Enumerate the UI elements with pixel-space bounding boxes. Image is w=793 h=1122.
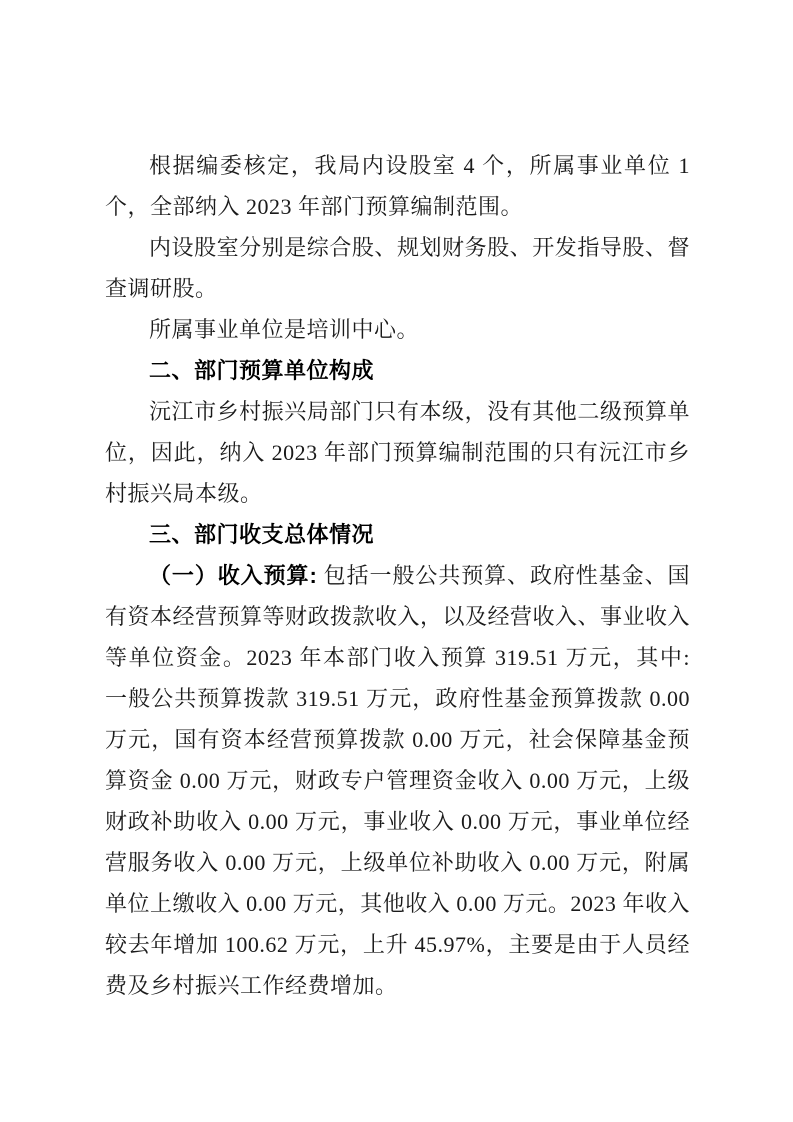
paragraph-income-budget-text: 包括一般公共预算、政府性基金、国有资本经营预算等财政拨款收入，以及经营收入、事业收入等单位资金。2023 年本部门收入预算 319.51 万元，其中: 一般公共预算拨款 319.51 万元，政府性基金预算拨款 0.00 万元，国有资本经营预算拨款 0.00 万元，社会保障基金预算资金 0.00 万元，财政专户管理资金收入 0.00 万元，上级财政补助收入 0.00 万元，事业收入 0.00 万元，事业单位经营服务收入 0.00 万元，上级单位补助收入 0.00 万元，附属单位上缴收入 0.00 万元，其他收入 0.00 万元。2023 年收入较去年增加 100.62 万元，上升 45.97%，主要是由于人员经费及乡村振兴工作经费增加。 <box>105 563 691 998</box>
paragraph-budget-unit-scope: 沅江市乡村振兴局部门只有本级，没有其他二级预算单位，因此，纳入 2023 年部门预算编制范围的只有沅江市乡村振兴局本级。 <box>105 399 690 506</box>
paragraph-income-budget-lead: （一）收入预算: <box>149 563 318 588</box>
paragraph-org-setup: 根据编委核定，我局内设股室 4 个，所属事业单位 1 个，全部纳入 2023 年部门预算编制范围。 <box>105 153 690 219</box>
paragraph-affiliated-unit: 所属事业单位是培训中心。 <box>149 317 420 342</box>
paragraph-internal-divisions: 内设股室分别是综合股、规划财务股、开发指导股、督查调研股。 <box>105 235 690 301</box>
document-body <box>105 145 690 1006</box>
section-heading-budget-unit-composition: 二、部门预算单位构成 <box>149 358 375 383</box>
section-heading-revenue-expenditure-overview: 三、部门收支总体情况 <box>149 522 375 547</box>
paragraph-income-budget <box>105 555 690 1006</box>
